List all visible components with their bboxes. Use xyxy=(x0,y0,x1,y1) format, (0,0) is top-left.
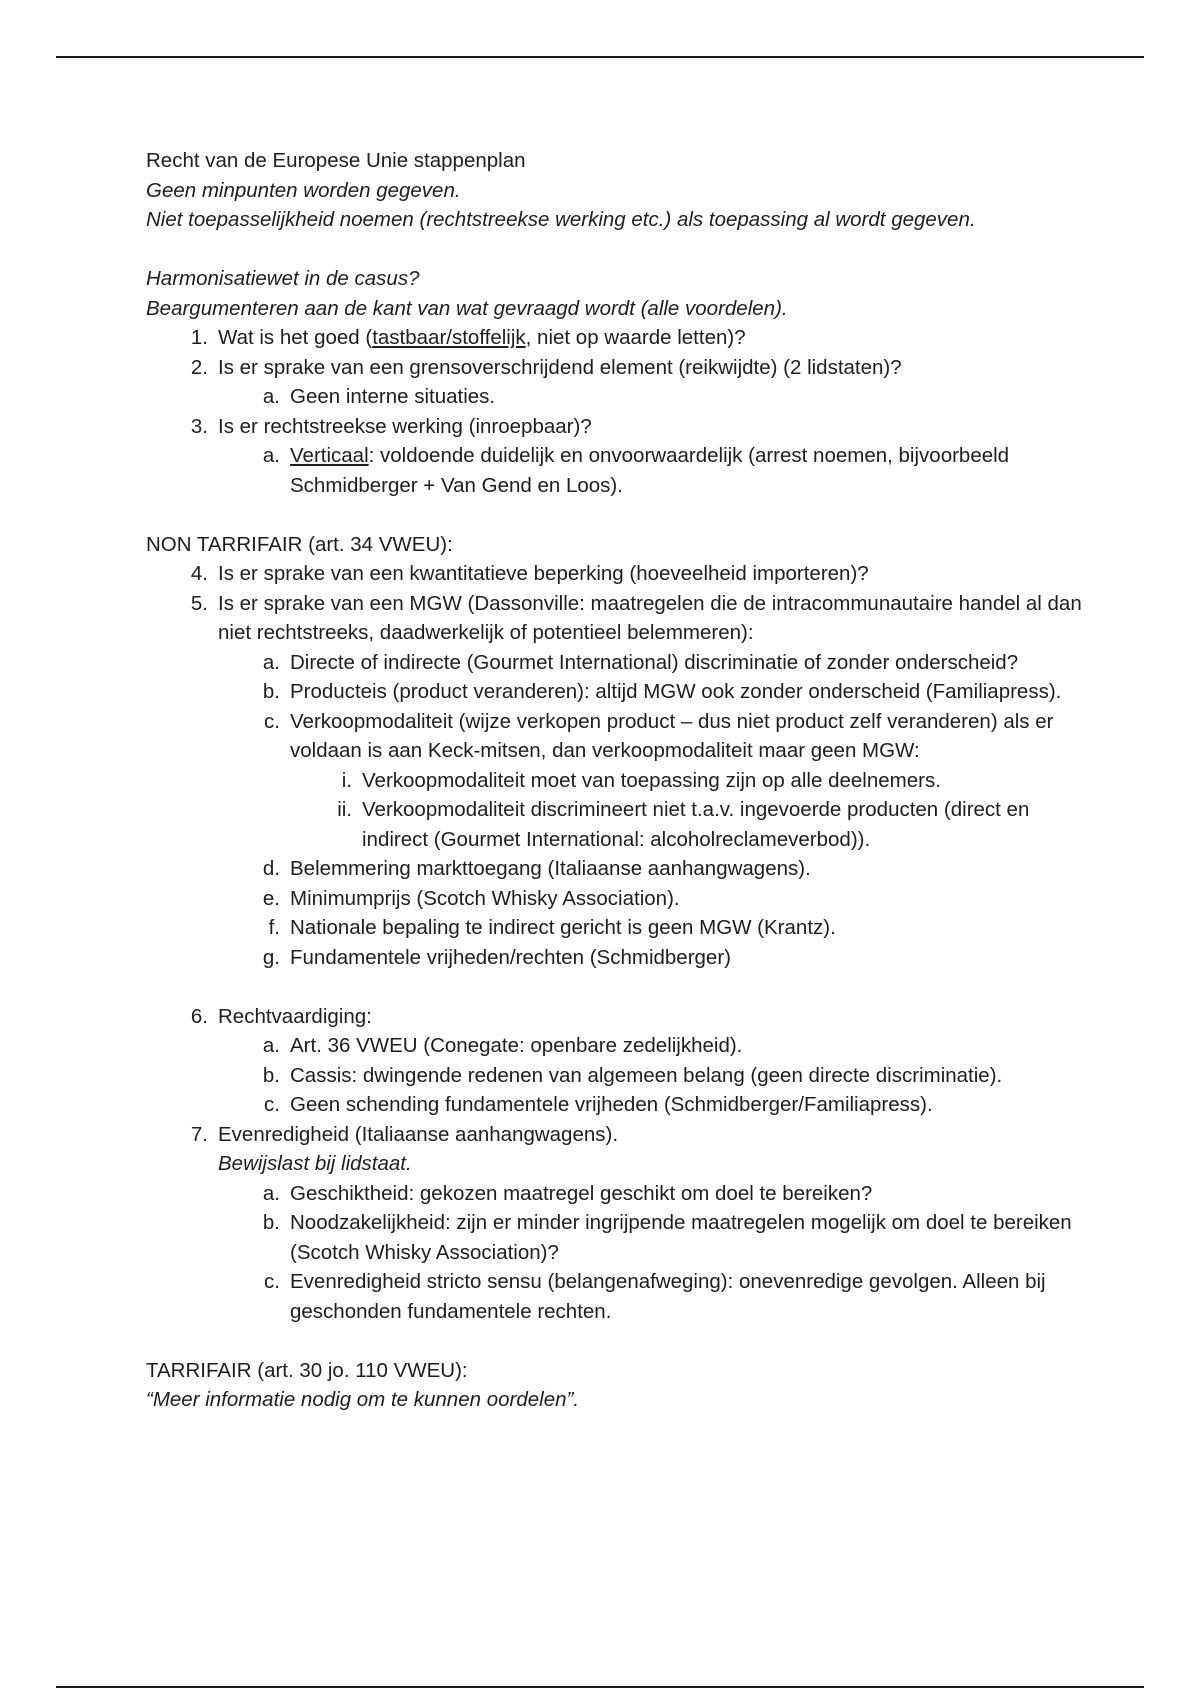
sub-letter: a. xyxy=(262,1034,280,1057)
step-text: Rechtvaardiging: xyxy=(218,1004,372,1028)
step-text: Is er rechtstreekse werking (inroepbaar)? xyxy=(218,414,592,438)
bottom-rule xyxy=(56,1686,1144,1688)
step-number: 4. xyxy=(190,562,208,585)
step-1 xyxy=(176,323,1096,353)
step-4 xyxy=(176,559,1096,589)
step-5c-ii xyxy=(320,795,1096,854)
intro-line-1: Geen minpunten worden gegeven. xyxy=(146,178,461,202)
sub-text: Nationale bepaling te indirect gericht is geen MGW (Krantz). xyxy=(290,916,836,939)
step-2a xyxy=(248,382,1096,412)
sub-letter: b. xyxy=(262,680,280,703)
sub-roman: i. xyxy=(341,768,352,792)
step-6b xyxy=(248,1061,1096,1091)
step-number: 7. xyxy=(190,1122,208,1146)
step-5d xyxy=(248,854,1096,884)
sub-letter: a. xyxy=(262,1181,280,1205)
non-tarifair-heading: NON TARRIFAIR (art. 34 VWEU): xyxy=(146,532,453,556)
sub-letter: a. xyxy=(262,650,280,674)
sub-letter: c. xyxy=(264,1270,280,1293)
step-text: Wat is het goed (tastbaar/stoffelijk, niet op waarde letten)? xyxy=(218,326,746,349)
sub-text: Geschiktheid: gekozen maatregel geschikt om doel te bereiken? xyxy=(290,1181,873,1205)
sub-letter: b. xyxy=(262,1211,280,1234)
step-6 xyxy=(176,1002,1096,1032)
sub-letter: a. xyxy=(262,444,280,467)
sub-text: Producteis (product veranderen): altijd MGW ook zonder onderscheid (Familiapress). xyxy=(290,680,1062,703)
step-number: 2. xyxy=(190,355,208,379)
step-7a xyxy=(248,1179,1096,1209)
closing-quote: “Meer informatie nodig om te kunnen oordelen”. xyxy=(146,1388,580,1411)
step-2 xyxy=(176,353,1096,383)
step-5c xyxy=(248,707,1096,766)
harmonisatie-note: Beargumenteren aan de kant van wat gevraagd wordt (alle voordelen). xyxy=(146,296,788,320)
sub-text: Verkoopmodaliteit discrimineert niet t.a.v. ingevoerde producten (direct en indirect (Gourmet International: alcoholreclameverbod)). xyxy=(362,798,1030,851)
sub-text: Noodzakelijkheid: zijn er minder ingrijpende maatregelen mogelijk om doel te bereiken (Scotch Whisky Association)? xyxy=(290,1211,1072,1264)
step-text: Evenredigheid (Italiaanse aanhangwagens). xyxy=(218,1122,619,1146)
step-5c-i xyxy=(320,766,1096,796)
step-text: Is er sprake van een kwantitatieve beperking (hoeveelheid importeren)? xyxy=(218,562,869,585)
step-6c xyxy=(248,1090,1096,1120)
sub-letter: c. xyxy=(264,1093,280,1116)
harmonisatie-question: Harmonisatiewet in de casus? xyxy=(146,267,420,290)
tarifair-heading: TARRIFAIR (art. 30 jo. 110 VWEU): xyxy=(146,1358,468,1382)
step-number: 6. xyxy=(190,1004,208,1028)
sub-text: Verkoopmodaliteit (wijze verkopen product – dus niet product zelf veranderen) als er voldaan is aan Keck-mitsen, dan verkoopmodaliteit maar geen MGW: xyxy=(290,709,1054,762)
step-7 xyxy=(176,1120,1096,1150)
sub-letter: d. xyxy=(262,857,280,880)
sub-text: Cassis: dwingende redenen van algemeen belang (geen directe discriminatie). xyxy=(290,1063,1003,1087)
step-6a xyxy=(248,1031,1096,1061)
step-5f xyxy=(248,913,1096,943)
step-3 xyxy=(176,412,1096,442)
step-5 xyxy=(176,589,1096,648)
sub-text: Fundamentele vrijheden/rechten (Schmidberger) xyxy=(290,945,731,969)
step-number: 3. xyxy=(190,414,208,438)
sub-letter: a. xyxy=(262,385,280,408)
step-5g xyxy=(248,943,1096,973)
step-5e xyxy=(248,884,1096,914)
sub-text: Minimumprijs (Scotch Whisky Association). xyxy=(290,886,680,910)
sub-text: Art. 36 VWEU (Conegate: openbare zedelijkheid). xyxy=(290,1034,743,1057)
sub-text: Verkoopmodaliteit moet van toepassing zijn op alle deelnemers. xyxy=(362,768,941,792)
intro-line-2: Niet toepasselijkheid noemen (rechtstreekse werking etc.) als toepassing al wordt gegeven. xyxy=(146,208,976,231)
step-5b xyxy=(248,677,1096,707)
step-number: 1. xyxy=(190,326,208,349)
sub-text: Geen schending fundamentele vrijheden (Schmidberger/Familiapress). xyxy=(290,1093,933,1116)
top-rule xyxy=(56,56,1144,58)
sub-letter: e. xyxy=(262,886,280,910)
sub-letter: g. xyxy=(262,945,280,969)
sub-letter: b. xyxy=(262,1063,280,1087)
step-text: Is er sprake van een MGW (Dassonville: maatregelen die de intracommunautaire handel al dan niet rechtstreeks, daadwerkelijk of potentieel belemmeren): xyxy=(218,591,1082,644)
sub-text: Evenredigheid stricto sensu (belangenafweging): onevenredige gevolgen. Alleen bij geschonden fundamentele rechten. xyxy=(290,1270,1046,1323)
sub-roman: ii. xyxy=(337,798,352,821)
step-5a xyxy=(248,648,1096,678)
sub-text: Belemmering markttoegang (Italiaanse aanhangwagens). xyxy=(290,857,811,880)
step-7c xyxy=(248,1267,1096,1326)
document-body xyxy=(146,146,1096,1415)
step-number: 5. xyxy=(190,591,208,615)
step-7b xyxy=(248,1208,1096,1267)
sub-letter: c. xyxy=(264,709,280,733)
step-text: Is er sprake van een grensoverschrijdend element (reikwijdte) (2 lidstaten)? xyxy=(218,355,902,379)
sub-text: Verticaal: voldoende duidelijk en onvoorwaardelijk (arrest noemen, bijvoorbeeld Schmidberger + Van Gend en Loos). xyxy=(290,444,1010,497)
sub-text: Directe of indirecte (Gourmet International) discriminatie of zonder onderscheid? xyxy=(290,650,1019,674)
sub-text: Geen interne situaties. xyxy=(290,385,496,408)
step-7-note: Bewijslast bij lidstaat. xyxy=(218,1152,412,1175)
sub-letter: f. xyxy=(268,916,280,939)
document-title: Recht van de Europese Unie stappenplan xyxy=(146,149,526,172)
step-3a xyxy=(248,441,1096,500)
